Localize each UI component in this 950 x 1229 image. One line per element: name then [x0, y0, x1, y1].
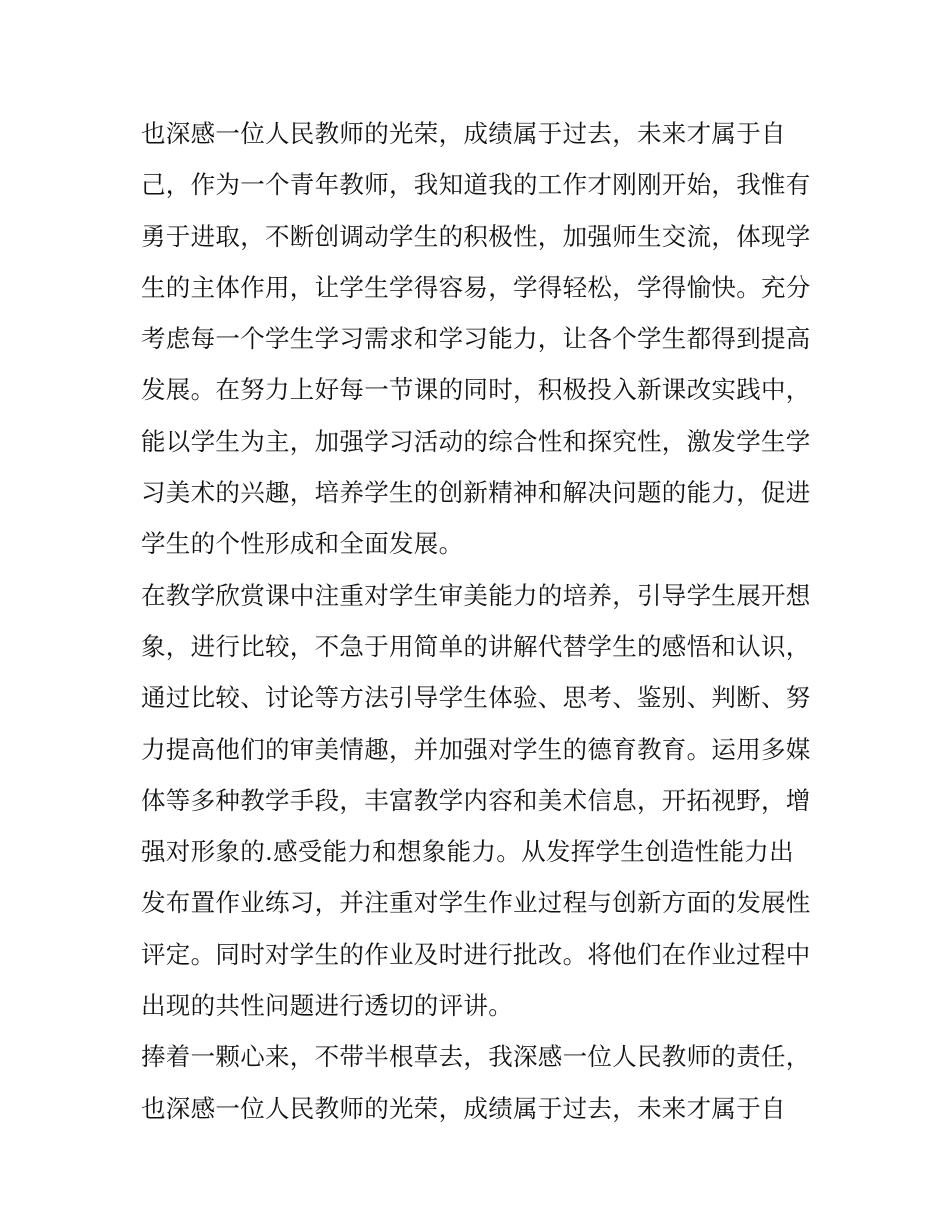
- text-line: 强对形象的.感受能力和想象能力。从发挥学生创造性能力出: [141, 837, 794, 867]
- text-line: 在教学欣赏课中注重对学生审美能力的培养，引导学生展开想: [141, 580, 811, 610]
- text-line: 生的主体作用，让学生学得容易，学得轻松，学得愉快。充分: [141, 272, 811, 302]
- text-line: 捧着一颗心来，不带半根草去，我深感一位人民教师的责任，: [141, 1042, 811, 1072]
- text-line: 己，作为一个青年教师，我知道我的工作才刚刚开始，我惟有: [141, 170, 811, 200]
- text-line: 考虑每一个学生学习需求和学习能力，让各个学生都得到提高: [141, 324, 811, 354]
- text-line: 力提高他们的审美情趣，并加强对学生的德育教育。运用多媒: [141, 734, 811, 764]
- text-line: 勇于进取，不断创调动学生的积极性，加强师生交流，体现学: [141, 221, 811, 251]
- text-line: 评定。同时对学生的作业及时进行批改。将他们在作业过程中: [141, 939, 811, 969]
- text-line: 发展。在努力上好每一节课的同时，积极投入新课改实践中，: [141, 375, 811, 405]
- text-line: 象，进行比较，不急于用简单的讲解代替学生的感悟和认识，: [141, 631, 811, 661]
- text-line: 也深感一位人民教师的光荣，成绩属于过去，未来才属于自: [141, 119, 786, 148]
- text-line: 也深感一位人民教师的光荣，成绩属于过去，未来才属于自: [141, 1093, 786, 1123]
- text-line: 通过比较、讨论等方法引导学生体验、思考、鉴别、判断、努: [141, 683, 811, 713]
- text-line: 出现的共性问题进行透切的评讲。: [141, 991, 513, 1021]
- text-line: 发布置作业练习，并注重对学生作业过程与创新方面的发展性: [141, 888, 811, 918]
- text-line: 习美术的兴趣，培养学生的创新精神和解决问题的能力，促进: [141, 478, 811, 508]
- text-line: 能以学生为主，加强学习活动的综合性和探究性，激发学生学: [141, 426, 811, 456]
- body-text: [141, 108, 821, 1134]
- text-line: 学生的个性形成和全面发展。: [141, 529, 464, 559]
- text-line: 体等多种教学手段，丰富教学内容和美术信息，开拓视野，增: [141, 785, 811, 815]
